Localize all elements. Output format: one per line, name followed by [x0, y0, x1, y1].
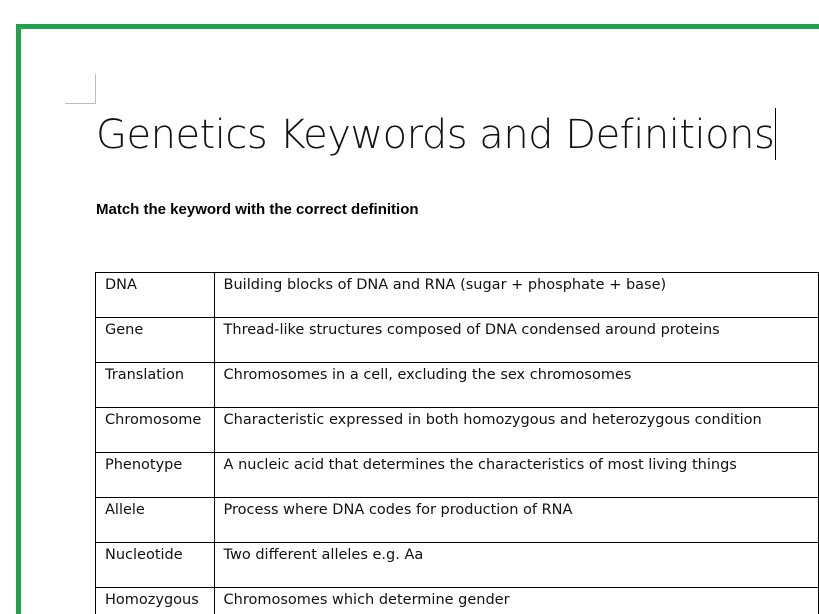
table-row: [96, 453, 819, 498]
definition-cell[interactable]: Characteristic expressed in both homozygous and heterozygous condition: [214, 408, 818, 453]
keyword-cell[interactable]: Phenotype: [96, 453, 215, 498]
definition-cell[interactable]: Thread-like structures composed of DNA condensed around proteins: [214, 318, 818, 363]
document-title[interactable]: [96, 108, 776, 160]
keyword-cell[interactable]: Nucleotide: [96, 543, 215, 588]
definition-cell[interactable]: Chromosomes in a cell, excluding the sex chromosomes: [214, 363, 818, 408]
keyword-definition-table: [95, 272, 819, 614]
keyword-cell[interactable]: Chromosome: [96, 408, 215, 453]
focus-border-top: [16, 24, 819, 29]
table-row: [96, 273, 819, 318]
page-margin-marker: [65, 74, 96, 104]
definition-cell[interactable]: Two different alleles e.g. Aa: [214, 543, 818, 588]
table-row: [96, 408, 819, 453]
table-row: [96, 543, 819, 588]
table-row: [96, 363, 819, 408]
definition-cell[interactable]: Building blocks of DNA and RNA (sugar + phosphate + base): [214, 273, 818, 318]
table-row: [96, 588, 819, 614]
table-row: [96, 498, 819, 543]
focus-border-left: [16, 24, 21, 614]
table-row: [96, 318, 819, 363]
definition-cell[interactable]: Process where DNA codes for production of RNA: [214, 498, 818, 543]
keyword-cell[interactable]: Allele: [96, 498, 215, 543]
definition-cell[interactable]: A nucleic acid that determines the characteristics of most living things: [214, 453, 818, 498]
keyword-cell[interactable]: Gene: [96, 318, 215, 363]
keyword-cell[interactable]: DNA: [96, 273, 215, 318]
document-title-text: Genetics Keywords and Definitions: [96, 112, 775, 158]
instruction-text[interactable]: Match the keyword with the correct definition: [96, 201, 419, 218]
keyword-cell[interactable]: Translation: [96, 363, 215, 408]
definition-cell[interactable]: Chromosomes which determine gender: [214, 588, 818, 614]
keyword-cell[interactable]: Homozygous: [96, 588, 215, 614]
text-cursor: [775, 108, 776, 160]
